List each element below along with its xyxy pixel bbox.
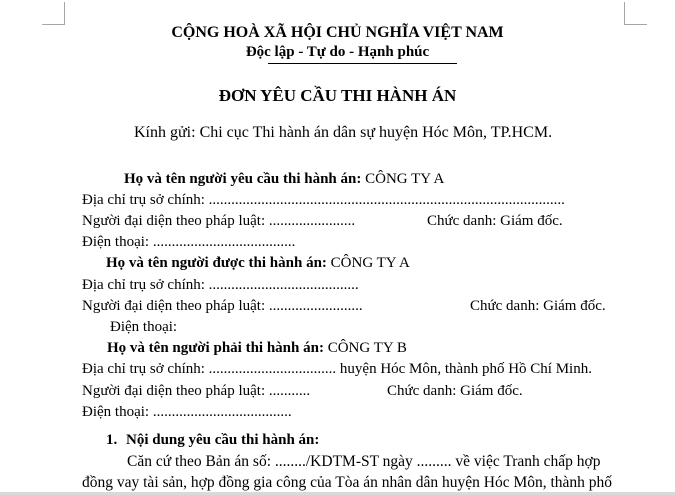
requester-name: CÔNG TY A bbox=[361, 171, 445, 187]
obligor-address: Địa chỉ trụ sở chính: .................................. huyện Hóc Môn, thành phố Hồ Chí Minh. bbox=[82, 361, 592, 377]
document-title: ĐƠN YÊU CẦU THI HÀNH ÁN bbox=[218, 86, 457, 105]
section-1-number: 1. bbox=[106, 432, 118, 448]
requester-label: Họ và tên người yêu cầu thi hành án: bbox=[124, 171, 362, 187]
obligor-label: Họ và tên người phải thi hành án: bbox=[107, 340, 324, 356]
section-1-paragraph-line-1: Căn cứ theo Bản án số: ......../KDTM-ST ngày ......... về việc Tranh chấp hợp bbox=[127, 453, 601, 470]
beneficiary-name: CÔNG TY A bbox=[326, 255, 410, 271]
beneficiary-heading bbox=[106, 254, 410, 272]
requester-address: Địa chỉ trụ sở chính: ............................................................................................... bbox=[82, 192, 565, 208]
requester-heading bbox=[124, 170, 444, 188]
obligor-heading bbox=[107, 339, 407, 357]
beneficiary-address: Địa chỉ trụ sở chính: ........................................ bbox=[82, 277, 359, 293]
obligor-representative: Người đại diện theo pháp luật: ........... bbox=[82, 383, 311, 399]
requester-representative: Người đại diện theo pháp luật: ....................... bbox=[82, 213, 356, 229]
obligor-name: CÔNG TY B bbox=[323, 340, 407, 356]
beneficiary-label: Họ và tên người được thi hành án: bbox=[106, 255, 327, 271]
motto-underline bbox=[268, 63, 457, 64]
beneficiary-position: Chức danh: Giám đốc. bbox=[470, 298, 606, 314]
motto: Độc lập - Tự do - Hạnh phúc bbox=[245, 44, 430, 60]
obligor-position: Chức danh: Giám đốc. bbox=[387, 383, 523, 399]
beneficiary-phone: Điện thoại: bbox=[110, 319, 178, 335]
beneficiary-representative: Người đại diện theo pháp luật: ......................... bbox=[82, 298, 363, 314]
section-1-heading: Nội dung yêu cầu thi hành án: bbox=[126, 432, 320, 448]
national-title: CỘNG HOÀ XÃ HỘI CHỦ NGHĨA VIỆT NAM bbox=[171, 24, 504, 41]
top-right-margin-mark bbox=[624, 2, 647, 25]
addressee: Kính gửi: Chi cục Thi hành án dân sự huyện Hóc Môn, TP.HCM. bbox=[134, 124, 553, 141]
top-left-margin-mark bbox=[42, 2, 65, 25]
section-1-paragraph-line-2: đồng vay tài sản, hợp đồng gia công của Tòa án nhân dân huyện Hóc Môn, thành phố bbox=[82, 474, 613, 491]
requester-position: Chức danh: Giám đốc. bbox=[427, 213, 563, 229]
obligor-phone: Điện thoại: ..................................... bbox=[82, 404, 292, 420]
requester-phone: Điện thoại: ...................................... bbox=[82, 234, 296, 250]
